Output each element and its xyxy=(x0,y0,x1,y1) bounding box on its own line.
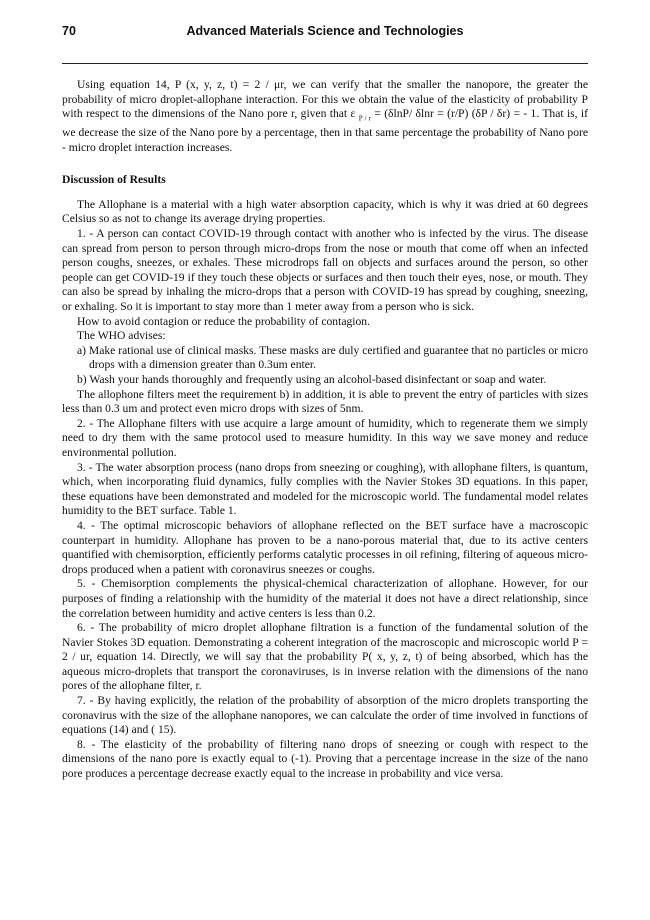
elasticity-subscript: P / r xyxy=(358,114,371,123)
paragraph-point-6: 6. - The probability of micro droplet allophane filtration is a function of the fundamental solution of the Navier Stokes 3D equation. Demonstrating a coherent integration of the macroscopic and microscopic world P = 2 / ur, equation 14. Directly, we will say that the probability P( x, y, z, t) of being absorbed, which has the aqueous micro-droplets that transport the coronaviruses, is in inverse relation with the dimensions of the nano pores of the allophane filter, r. xyxy=(62,621,588,693)
intro-text-before: Using equation 14, P (x, y, z, t) = 2 / μr, we can verify that the smaller the nanopore, the greater the probability of micro droplet-allophane interaction. For this we obtain the value of the elasticity of probability P with respect to the dimensions of the Nano pore r, given that ε xyxy=(62,78,588,121)
paragraph-point-5: 5. - Chemisorption complements the physical-chemical characterization of allophane. However, for our purposes of finding a relationship with the humidity of the material it does not have a direct relationship, since the correlation between humidity and active centers is less than 0.2. xyxy=(62,577,588,620)
page-number: 70 xyxy=(62,24,76,38)
body-text xyxy=(62,78,588,782)
header-rule xyxy=(62,63,588,64)
journal-title: Advanced Materials Science and Technologies xyxy=(186,24,464,38)
paragraph-filters: The allophone filters meet the requirement b) in addition, it is able to prevent the entry of particles with sizes less than 0.3 um and protect even micro drops with sizes of 5nm. xyxy=(62,387,588,416)
paragraph-point-4: 4. - The optimal microscopic behaviors of allophane reflected on the BET surface have a macroscopic counterpart in humidity. Allophane has proven to be a nano-porous material that, due to its active centers quantified with chemisorption, efficiently performs catalytic processes in oil refining, filtering of aqueous micro-drops produced when a patient with coronavirus sneezes or coughs. xyxy=(62,518,588,576)
paragraph-point-8: 8. - The elasticity of the probability of filtering nano drops of sneezing or cough with respect to the dimensions of the nano pore is exactly equal to (-1). Proving that a percentage increase in the size of the nano pore produces a percentage decrease exactly equal to the increase in probability and vice versa. xyxy=(62,737,588,781)
section-heading: Discussion of Results xyxy=(62,173,166,187)
paragraph-who-advises: The WHO advises: xyxy=(77,329,166,343)
paragraph-allophane: The Allophane is a material with a high water absorption capacity, which is why it was dried at 60 degrees Celsius so as not to change its average drying properties. xyxy=(62,197,588,226)
paragraph-point-7: 7. - By having explicitly, the relation of the probability of absorption of the micro droplets transporting the coronavirus with the size of the allophane nanopores, we can calculate the order of time involved in functions of equations (14) and ( 15). xyxy=(62,694,588,737)
paragraph-point-1: 1. - A person can contact COVID-19 through contact with another who is infected by the virus. The disease can spread from person to person through micro-drops from the nose or mouth that come off when an infected person coughs, sneezes, or exhales. These microdrops fall on objects and surfaces around the person, so other people can get COVID-19 if they touch these objects or surfaces and then touch their eyes, nose, or mouth. They can also be spread by inhaling the micro-drops that a person with COVID-19 has spread by coughing, sneezing, or exhaling. So it is important to stay more than 1 meter away from a person who is sick. xyxy=(62,227,588,314)
paragraph-point-3: 3. - The water absorption process (nano drops from sneezing or coughing), with allophane filters, is quantum, which, when incorporating fluid dynamics, fully complies with the Navier Stokes 3D equations. In this paper, these equations have been demonstrated and modeled for the microscopic world. The fundamental model relates humidity to the BET surface. Table 1. xyxy=(62,460,588,518)
intro-text-after: = (δlnP/ δlnr = (r/P) (δP / δr) = - 1. That is, if we decrease the size of the Nano pore by a percentage, then in that same percentage the probability of Nano pore - micro droplet interaction increases. xyxy=(62,107,588,154)
paragraph-how-to-avoid: How to avoid contagion or reduce the probability of contagion. xyxy=(77,314,370,328)
paragraph-point-2: 2. - The Allophane filters with use acquire a large amount of humidity, which to regenerate them we simply need to dry them with the same protocol used to measure humidity. In this way we save money and reduce environmental pollution. xyxy=(62,416,588,459)
list-item-a: a) Make rational use of clinical masks. These masks are duly certified and guarantee that no particles or micro drops with a dimension greater than 0.3um enter. xyxy=(77,343,588,372)
intro-paragraph xyxy=(62,78,588,155)
list-item-b: b) Wash your hands thoroughly and frequently using an alcohol-based disinfectant or soap and water. xyxy=(77,373,547,386)
page-header xyxy=(62,24,588,46)
